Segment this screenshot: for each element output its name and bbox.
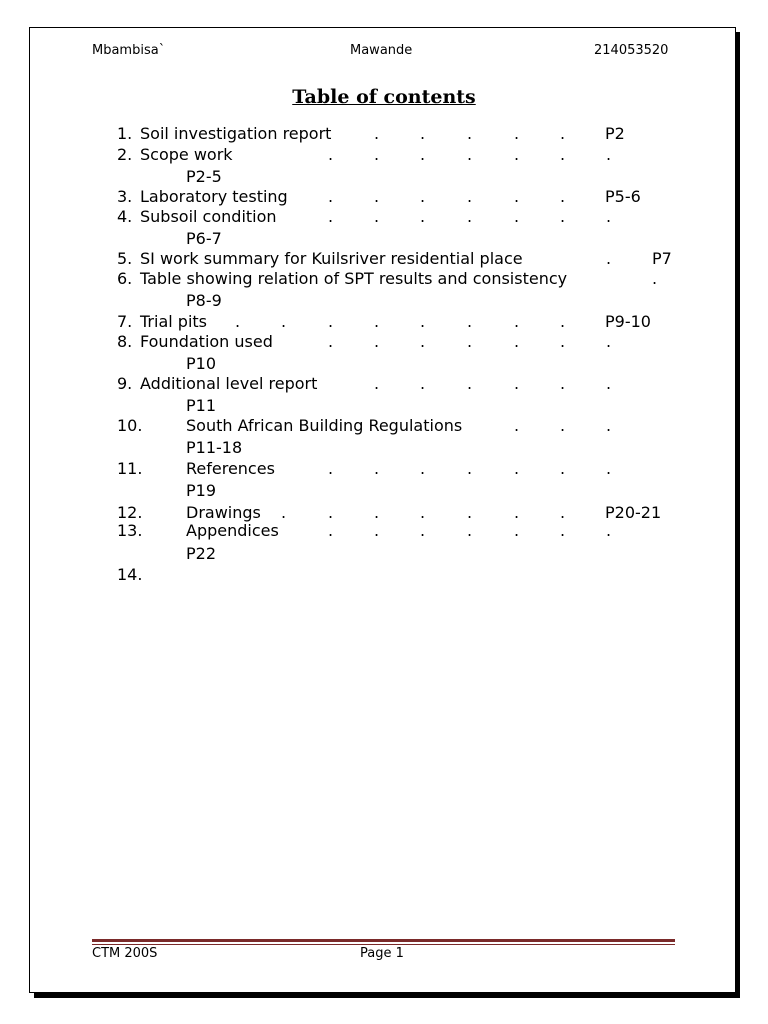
toc-leader-dot: . xyxy=(467,332,473,351)
toc-item-number: 13. xyxy=(117,521,143,540)
toc-item-title: Subsoil condition xyxy=(140,207,277,226)
toc-item-page: P8-9 xyxy=(186,291,222,310)
toc-leader-dot: . xyxy=(374,521,380,540)
toc-leader-dot: . xyxy=(420,145,426,164)
toc-leader-dot: . xyxy=(514,332,520,351)
toc-leader-dot: . xyxy=(560,503,566,522)
toc-item-number: 7. xyxy=(117,312,133,331)
toc-leader-dot: . xyxy=(374,503,380,522)
toc-leader-dot: . xyxy=(467,503,473,522)
toc-leader-dot: . xyxy=(328,207,334,226)
header-author-name: Mawande xyxy=(350,43,413,58)
toc-leader-dot: . xyxy=(420,503,426,522)
toc-leader-dot: . xyxy=(420,312,426,331)
toc-item-number: 6. xyxy=(117,269,133,288)
toc-leader-dot: . xyxy=(514,207,520,226)
toc-leader-dot: . xyxy=(560,332,566,351)
toc-leader-dot: . xyxy=(514,459,520,478)
toc-leader-dot: . xyxy=(281,503,287,522)
toc-leader-dot: . xyxy=(560,145,566,164)
toc-leader-dot: . xyxy=(560,312,566,331)
toc-leader-dot: . xyxy=(467,207,473,226)
toc-leader-dot: . xyxy=(514,503,520,522)
footer-course-code: CTM 200S xyxy=(92,946,158,961)
toc-leader-dot: . xyxy=(374,207,380,226)
toc-item-title: Table showing relation of SPT results and consistency xyxy=(140,269,568,288)
toc-item-page: P10 xyxy=(186,354,217,373)
toc-leader-dot: . xyxy=(374,312,380,331)
toc-item-page: P6-7 xyxy=(186,229,222,248)
toc-leader-dot: . xyxy=(328,503,334,522)
toc-leader-dot: . xyxy=(420,124,426,143)
toc-leader-dot: . xyxy=(281,312,287,331)
toc-leader-dot: . xyxy=(467,459,473,478)
toc-leader-dot: . xyxy=(606,521,612,540)
toc-leader-dot: . xyxy=(420,332,426,351)
toc-leader-dot: . xyxy=(560,374,566,393)
toc-leader-dot: . xyxy=(328,312,334,331)
header-student-number: 214053520 xyxy=(594,43,669,58)
toc-item-page: P7 xyxy=(652,249,672,268)
toc-item-title: Foundation used xyxy=(140,332,273,351)
toc-item-page: P11-18 xyxy=(186,438,243,457)
toc-item-title: Additional level report xyxy=(140,374,318,393)
toc-leader-dot: . xyxy=(560,207,566,226)
toc-leader-dot: . xyxy=(374,374,380,393)
toc-leader-dot: . xyxy=(606,145,612,164)
toc-leader-dot: . xyxy=(514,416,520,435)
toc-leader-dot: . xyxy=(560,187,566,206)
toc-leader-dot: . xyxy=(514,124,520,143)
footer-rule-thin xyxy=(92,944,675,945)
toc-leader-dot: . xyxy=(606,332,612,351)
toc-item-page: P2-5 xyxy=(186,167,222,186)
toc-item-title: South African Building Regulations xyxy=(186,416,463,435)
toc-leader-dot: . xyxy=(467,124,473,143)
toc-leader-dot: . xyxy=(328,332,334,351)
toc-item-number: 12. xyxy=(117,503,143,522)
toc-leader-dot: . xyxy=(328,187,334,206)
toc-leader-dot: . xyxy=(606,374,612,393)
toc-leader-dot: . xyxy=(467,312,473,331)
toc-item-number: 2. xyxy=(117,145,133,164)
toc-leader-dot: . xyxy=(560,459,566,478)
toc-leader-dot: . xyxy=(235,312,241,331)
toc-item-page: P11 xyxy=(186,396,217,415)
toc-item-number: 4. xyxy=(117,207,133,226)
toc-item-title: Drawings xyxy=(186,503,261,522)
footer-page-number: Page 1 xyxy=(360,946,404,961)
toc-leader-dot: . xyxy=(328,145,334,164)
toc-leader-dot: . xyxy=(467,374,473,393)
toc-item-page: P22 xyxy=(186,544,217,563)
toc-leader-dot: . xyxy=(374,124,380,143)
toc-leader-dot: . xyxy=(560,416,566,435)
toc-leader-dot: . xyxy=(420,521,426,540)
toc-leader-dot: . xyxy=(420,187,426,206)
toc-item-number: 5. xyxy=(117,249,133,268)
toc-item-number: 8. xyxy=(117,332,133,351)
toc-item-title: Scope work xyxy=(140,145,233,164)
toc-leader-dot: . xyxy=(514,521,520,540)
toc-leader-dot: . xyxy=(328,521,334,540)
toc-item-title: Trial pits xyxy=(140,312,207,331)
toc-item-number: 9. xyxy=(117,374,133,393)
toc-leader-dot: . xyxy=(514,145,520,164)
toc-leader-dot: . xyxy=(374,145,380,164)
toc-item-title: Soil investigation report xyxy=(140,124,332,143)
toc-leader-dot: . xyxy=(514,312,520,331)
toc-leader-dot: . xyxy=(467,145,473,164)
toc-leader-dot: . xyxy=(374,459,380,478)
toc-item-page: P2 xyxy=(605,124,625,143)
toc-leader-dot: . xyxy=(514,187,520,206)
toc-leader-dot: . xyxy=(606,459,612,478)
toc-leader-dot: . xyxy=(420,374,426,393)
toc-leader-dot: . xyxy=(652,269,658,288)
toc-item-number: 11. xyxy=(117,459,143,478)
toc-leader-dot: . xyxy=(467,187,473,206)
toc-leader-dot: . xyxy=(374,332,380,351)
toc-item-number: 3. xyxy=(117,187,133,206)
toc-leader-dot: . xyxy=(374,187,380,206)
toc-item-page: P20-21 xyxy=(605,503,662,522)
header-author-surname: Mbambisa` xyxy=(92,43,166,58)
toc-item-title: Laboratory testing xyxy=(140,187,288,206)
toc-item-page: P9-10 xyxy=(605,312,651,331)
footer-rule-thick xyxy=(92,939,675,942)
toc-item-number: 14. xyxy=(117,565,143,584)
toc-leader-dot: . xyxy=(328,459,334,478)
toc-leader-dot: . xyxy=(560,124,566,143)
page-title: Table of contents xyxy=(292,86,476,108)
toc-leader-dot: . xyxy=(467,521,473,540)
toc-item-title: References xyxy=(186,459,275,478)
toc-item-page: P19 xyxy=(186,481,217,500)
toc-leader-dot: . xyxy=(420,207,426,226)
toc-item-title: Appendices xyxy=(186,521,279,540)
toc-leader-dot: . xyxy=(420,459,426,478)
toc-leader-dot: . xyxy=(606,249,612,268)
toc-item-number: 1. xyxy=(117,124,133,143)
toc-leader-dot: . xyxy=(514,374,520,393)
toc-leader-dot: . xyxy=(606,416,612,435)
toc-leader-dot: . xyxy=(606,207,612,226)
toc-item-number: 10. xyxy=(117,416,143,435)
toc-item-title: SI work summary for Kuilsriver residential place xyxy=(140,249,523,268)
toc-leader-dot: . xyxy=(560,521,566,540)
toc-item-page: P5-6 xyxy=(605,187,641,206)
